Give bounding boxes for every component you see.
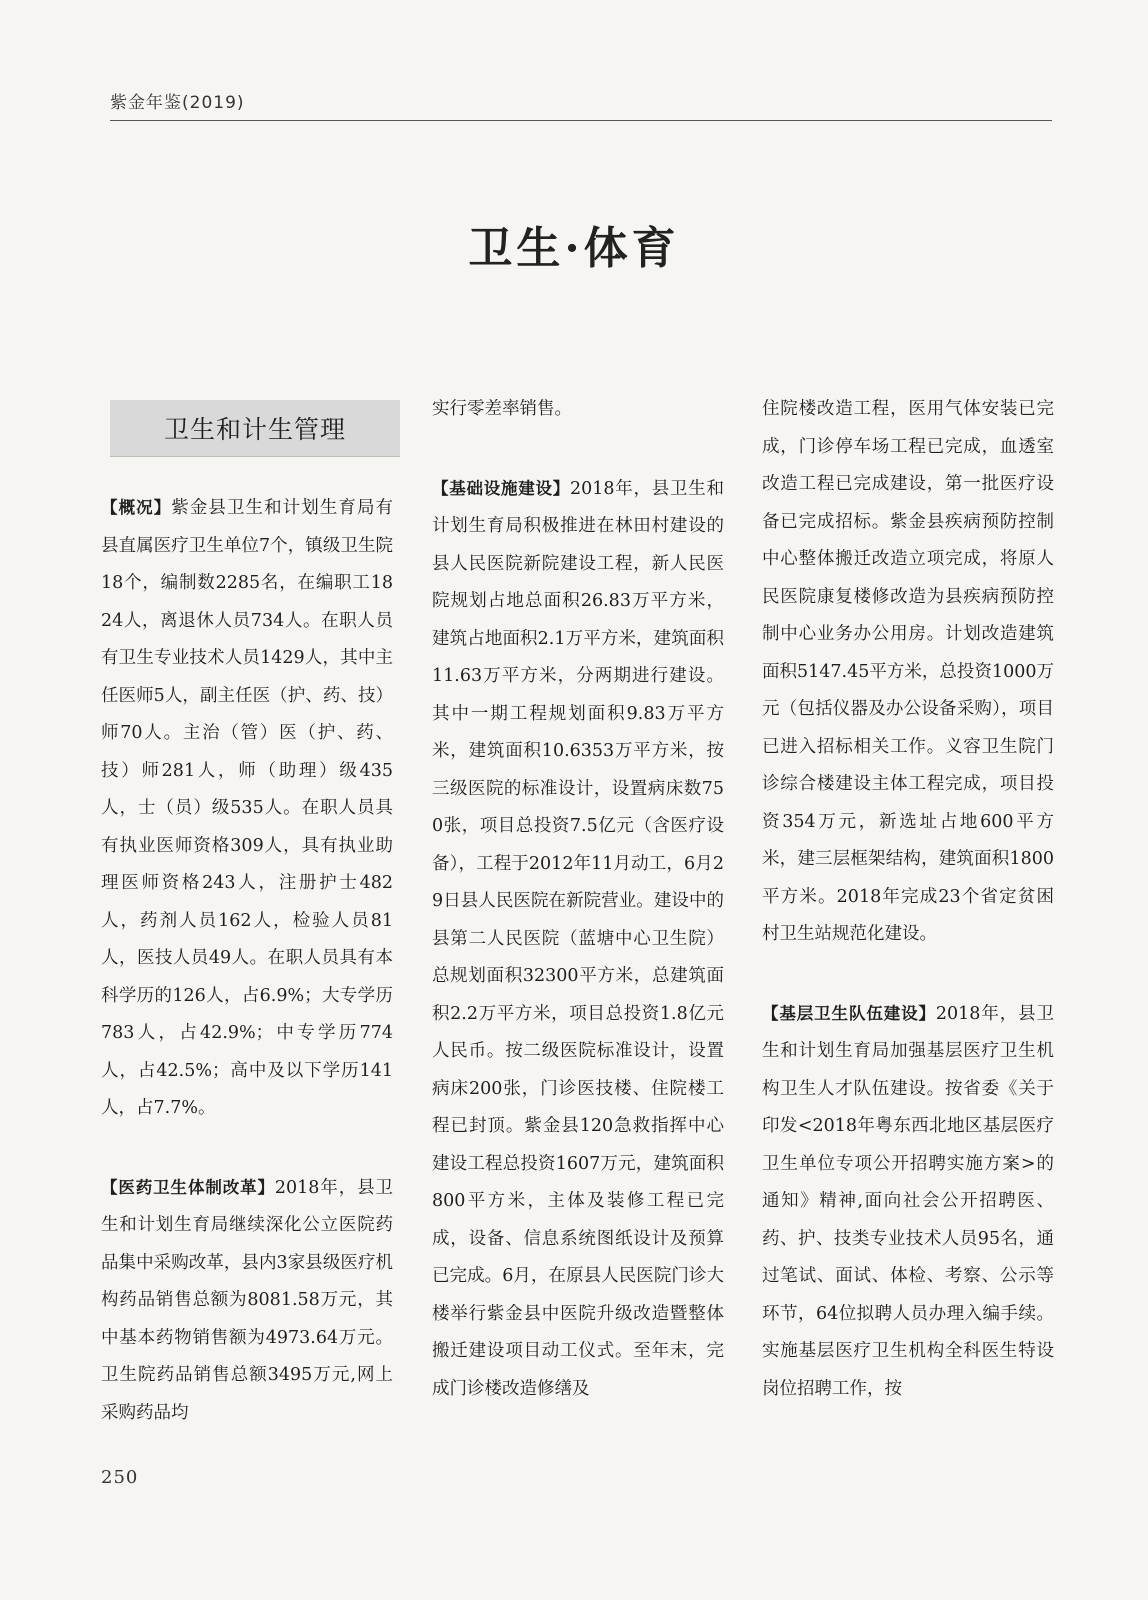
paragraph-body: 实行零差率销售。 xyxy=(432,399,572,419)
running-head: 紫金年鉴(2019) xyxy=(110,93,245,113)
paragraph-heading: 【基础设施建设】 xyxy=(432,478,570,498)
paragraph-heading: 【基层卫生队伍建设】 xyxy=(762,1003,936,1023)
paragraph-body: 2018年，县卫生和计划生育局积极推进在林田村建设的县人民医院新院建设工程，新人民医院规划占地总面积26.83万平方米，建筑占地面积2.1万平方米，建筑面积11.63万平方米，分两期进行建设。其中一期工程规划面积9.83万平方米，建筑面积10.6353万平方米，按三级医院的标准设计，设置病床数750张，项目总投资7.5亿元（含医疗设备），工程于2012年11月动工，6月29日县人民医院在新院营业。建设中的县第二人民医院（蓝塘中心卫生院）总规划面积32300平方米，总建筑面积2.2万平方米，项目总投资1.8亿元人民币。按二级医院标准设计，设置病床200张，门诊医技楼、住院楼工程已封顶。紫金县120急救指挥中心建设工程总投资1607万元，建筑面积800平方米，主体及装修工程已完成，设备、信息系统图纸设计及预算已完成。6月，在原县人民医院门诊大楼举行紫金县中医院升级改造暨整体搬迁建设项目动工仪式。至年末，完成门诊楼改造修缮及 xyxy=(432,478,724,1399)
page-number: 250 xyxy=(101,1467,139,1488)
paragraph-body: 2018年，县卫生和计划生育局加强基层医疗卫生机构卫生人才队伍建设。按省委《关于印发<2018年粤东西北地区基层医疗卫生单位专项公开招聘实施方案>的通知》精神,面向社会公开招聘医、药、护、技类专业技术人员95名，通过笔试、面试、体检、考察、公示等环节，64位拟聘人员办理入编手续。实施基层医疗卫生机构全科医生特设岗位招聘工作，按 xyxy=(762,1003,1054,1399)
paragraph-medical-reform xyxy=(101,1169,393,1433)
paragraph-body: 住院楼改造工程，医用气体安装已完成，门诊停车场工程已完成，血透室改造工程已完成建设，第一批医疗设备已完成招标。紫金县疾病预防控制中心整体搬迁改造立项完成，将原人民医院康复楼修改造为县疾病预防控制中心业务办公用房。计划改造建筑面积5147.45平方米，总投资1000万元（包括仪器及办公设备采购），项目已进入招标相关工作。义容卫生院门诊综合楼建设主体工程完成，项目投资354万元，新选址占地600平方米，建三层框架结构，建筑面积1800平方米。2018年完成23个省定贫困村卫生站规范化建设。 xyxy=(762,399,1054,944)
section-title: 卫生和计生管理 xyxy=(163,415,346,444)
header-rule xyxy=(110,120,1052,121)
paragraph-heading: 【概况】 xyxy=(101,498,172,517)
paragraph-grassroots-team xyxy=(762,995,1054,1409)
paragraph-continuation xyxy=(762,391,1054,954)
paragraph-overview xyxy=(101,489,393,1128)
text-column-1 xyxy=(101,489,393,1489)
paragraph-infrastructure xyxy=(432,470,724,1409)
section-heading-box xyxy=(110,400,400,457)
chapter-title: 卫生·体育 xyxy=(468,223,680,274)
text-column-3 xyxy=(762,391,1054,1491)
text-column-2 xyxy=(432,391,724,1491)
paragraph-continuation xyxy=(432,391,724,429)
paragraph-body: 2018年，县卫生和计划生育局继续深化公立医院药品集中采购改革，县内3家县级医疗机构药品销售总额为8081.58万元，其中基本药物销售额为4973.64万元。卫生院药品销售总额3495万元,网上采购药品均 xyxy=(101,1177,393,1423)
paragraph-heading: 【医药卫生体制改革】 xyxy=(101,1177,275,1197)
paragraph-body: 紫金县卫生和计划生育局有县直属医疗卫生单位7个，镇级卫生院18个，编制数2285名，在编职工1824人，离退休人员734人。在职人员有卫生专业技术人员1429人，其中主任医师5人，副主任医（护、药、技）师70人。主治（管）医（护、药、技）师281人，师（助理）级435人，士（员）级535人。在职人员具有执业医师资格309人，具有执业助理医师资格243人，注册护士482人，药剂人员162人，检验人员81人，医技人员49人。在职人员具有本科学历的126人，占6.9%；大专学历783人，占42.9%；中专学历774人，占42.5%；高中及以下学历141人，占7.7%。 xyxy=(101,498,393,1118)
